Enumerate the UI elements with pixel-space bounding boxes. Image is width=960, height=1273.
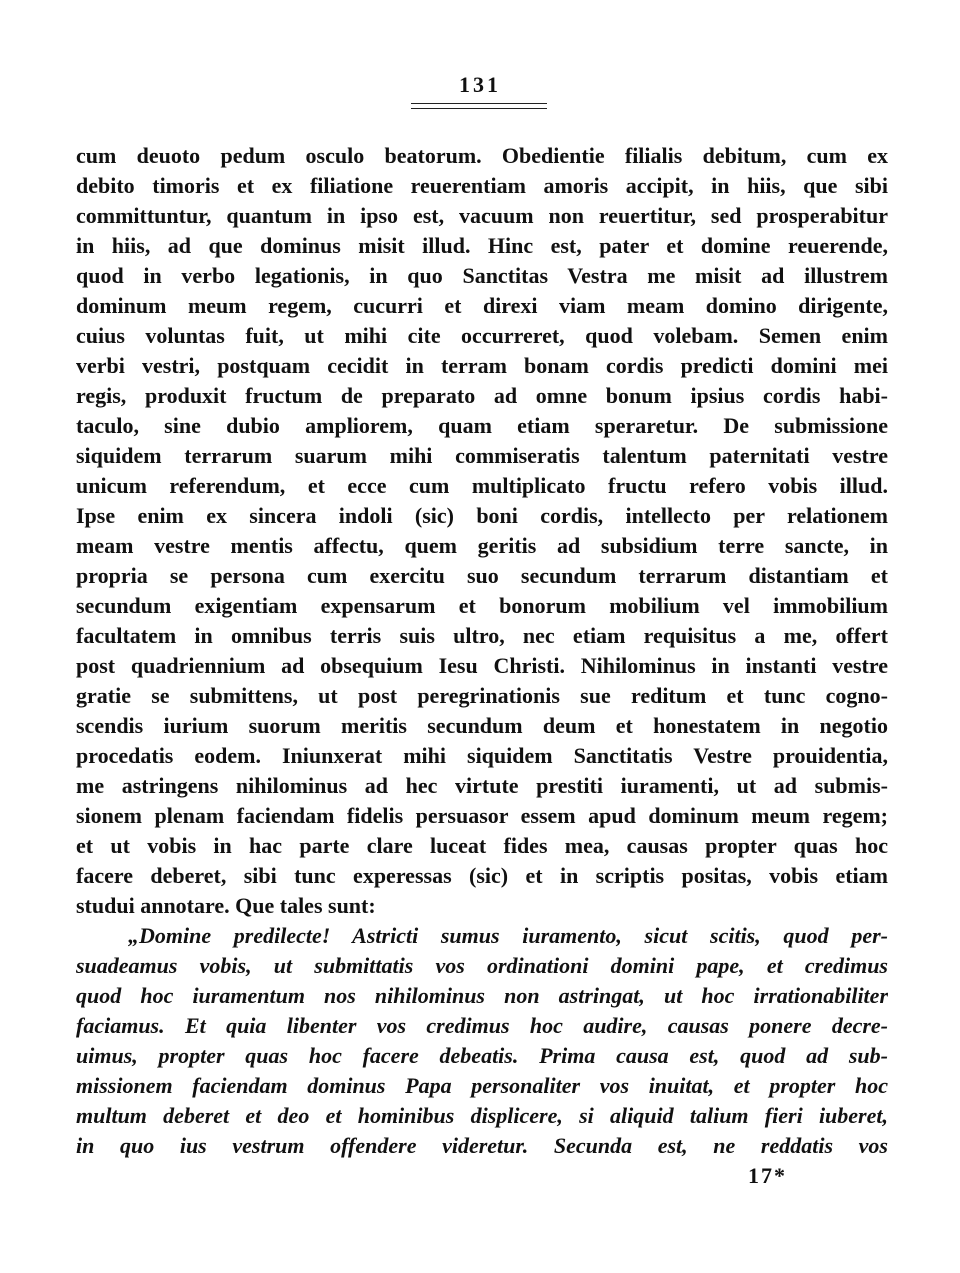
text-line: cum deuoto pedum osculo beatorum. Obedientie filialis debitum, cum ex xyxy=(76,143,888,168)
text-line: procedatis eodem. Iniunxerat mihi siquidem Sanctitatis Vestre prouidentia, xyxy=(76,743,888,768)
text-line: me astringens nihilominus ad hec virtute prestiti iuramenti, ut ad submis- xyxy=(76,773,888,798)
text-line: secundum exigentiam expensarum et bonorum mobilium vel immobilium xyxy=(76,593,888,618)
quote-line: multum deberet et deo et hominibus displicere, si aliquid talium fieri iuberet, xyxy=(76,1103,888,1128)
text-line: siquidem terrarum suarum mihi commiseratis talentum paternitati vestre xyxy=(76,443,888,468)
main-text xyxy=(76,141,888,1161)
quote-line: uimus, propter quas hoc facere debeatis. Prima causa est, quod ad sub- xyxy=(76,1043,888,1068)
text-line: scendis iurium suorum meritis secundum deum et honestatem in negotio xyxy=(76,713,888,738)
quote-line: missionem faciendam dominus Papa personaliter vos inuitat, et propter hoc xyxy=(76,1073,888,1098)
text-line: meam vestre mentis affectu, quem geritis ad subsidium terre sancte, in xyxy=(76,533,888,558)
text-line: verbi vestri, postquam cecidit in terram bonam cordis predicti domini mei xyxy=(76,353,888,378)
signature-mark: 17* xyxy=(748,1163,787,1188)
quote-line: „Domine predilecte! Astricti sumus iuramento, sicut scitis, quod per- xyxy=(128,923,888,948)
text-line: et ut vobis in hac parte clare luceat fides mea, causas propter quas hoc xyxy=(76,833,888,858)
text-line: in hiis, ad que dominus misit illud. Hinc est, pater et domine reuerende, xyxy=(76,233,888,258)
text-line: facultatem in omnibus terris suis ultro, nec etiam requisitus a me, offert xyxy=(76,623,888,648)
quote-line: in quo ius vestrum offendere videretur. Secunda est, ne reddatis vos xyxy=(76,1133,888,1158)
text-line: gratie se submittens, ut post peregrinationis sue reditum et tunc cogno- xyxy=(76,683,888,708)
quote-line: quod hoc iuramentum nos nihilominus non astringat, ut hoc irrationabiliter xyxy=(76,983,888,1008)
header-rule xyxy=(411,103,547,109)
text-line: Ipse enim ex sincera indoli (sic) boni cordis, intellecto per relationem xyxy=(76,503,888,528)
text-line: unicum referendum, et ecce cum multiplicato fructu refero vobis illud. xyxy=(76,473,888,498)
text-line: taculo, sine dubio ampliorem, quam etiam speraretur. De submissione xyxy=(76,413,888,438)
text-line: quod in verbo legationis, in quo Sanctitas Vestra me misit ad illustrem xyxy=(76,263,888,288)
text-line: facere deberet, sibi tunc experessas (sic) et in scriptis positas, vobis etiam xyxy=(76,863,888,888)
quoted-passage xyxy=(76,921,888,1161)
text-line: post quadriennium ad obsequium Iesu Christi. Nihilominus in instanti vestre xyxy=(76,653,888,678)
page-number: 131 xyxy=(459,72,501,97)
text-line: dominum meum regem, cucurri et direxi viam meam domino dirigente, xyxy=(76,293,888,318)
text-line: studui annotare. Que tales sunt: xyxy=(76,893,376,918)
text-line: propria se persona cum exercitu suo secundum terrarum distantiam et xyxy=(76,563,888,588)
body-paragraph xyxy=(76,141,888,921)
text-line: regis, produxit fructum de preparato ad omne bonum ipsius cordis habi- xyxy=(76,383,888,408)
text-line: debito timoris et ex filiatione reuerentiam amoris accipit, in hiis, que sibi xyxy=(76,173,888,198)
quote-line: suadeamus vobis, ut submittatis vos ordinationi domini pape, et credimus xyxy=(76,953,888,978)
text-line: cuius voluntas fuit, ut mihi cite occurreret, quod volebam. Semen enim xyxy=(76,323,888,348)
text-line: committuntur, quantum in ipso est, vacuum non reuertitur, sed prosperabitur xyxy=(76,203,888,228)
quote-line: faciamus. Et quia libenter vos credimus hoc audire, causas ponere decre- xyxy=(76,1013,888,1038)
text-line: sionem plenam faciendam fidelis persuasor essem apud dominum meum regem; xyxy=(76,803,888,828)
